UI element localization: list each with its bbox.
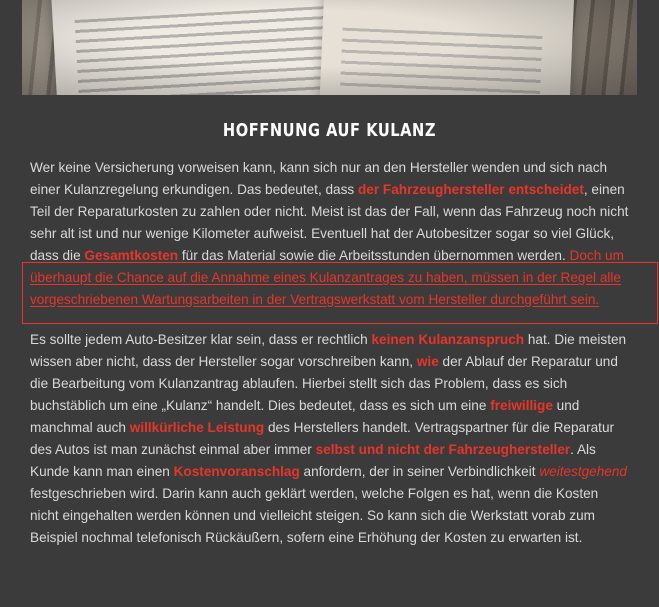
run-text: festgeschrieben wird. Darin kann auch geklärt werden, welche Folgen es hat, wenn die Kosten nicht eingehalten werden können und vielleicht steigen. So kann sich die Werkstatt vorab zum Beispiel nochmal telefonisch Rückäußern, sofern eine Erhöhung der Kosten zu erwarten ist. xyxy=(30,486,599,545)
run-text: , einen Teil der Reparaturkosten zu zahlen oder nicht. Meist ist das der Fall, wenn das Fahrzeug noch nicht sehr alt ist und nur wenige Kilometer aufweist. Eventuell hat der Autobesitzer sogar so viel Glück, dass die xyxy=(30,182,629,263)
run-text: . Als Kunde kann man einen xyxy=(30,442,596,479)
run-emphasis: keinen Kulanzanspruch xyxy=(371,332,525,347)
run-italic-emphasis: weitestgehend xyxy=(539,464,627,479)
run-text: der Ablauf der Reparatur und die Bearbeitung vom Kulanzantrag ablaufen. Hierbei stellt sich das Problem, dass es sich buchstäblich um eine „Kulanz“ handelt. Dies bedeutet, dass es sich um eine xyxy=(30,354,618,413)
paragraph-kulanzanspruch xyxy=(22,329,637,549)
run-text: hat. Die meisten wissen aber nicht, dass der Hersteller sogar vorschreiben kann, xyxy=(30,332,627,369)
run-emphasis: willkürliche Leistung xyxy=(129,420,265,435)
run-emphasis: Kostenvoranschlag xyxy=(173,464,300,479)
paragraph-hoffnung-auf-kulanz xyxy=(22,157,637,311)
photo-vignette xyxy=(22,0,637,95)
section-heading: HOFFNUNG AUF KULANZ xyxy=(222,121,437,141)
run-text: und manchmal auch xyxy=(30,398,580,435)
run-text: anfordern, der in seiner Verbindlichkeit xyxy=(299,464,540,479)
run-text: des Herstellers handelt. Vertragspartner für die Reparatur des Autos ist man zunächst einmal aber immer xyxy=(30,420,615,457)
article-hero-image xyxy=(22,0,637,95)
run-emphasis: freiwillige xyxy=(490,398,553,413)
article-content-column xyxy=(22,0,637,549)
run-highlighted-selection: Doch um überhaupt die Chance auf die Annahme eines Kulanzantrages zu haben, müssen in der Regel alle vorgeschriebenen Wartungsarbeiten in der Vertragswerkstatt vom Hersteller durchgeführt sein. xyxy=(30,248,624,307)
run-emphasis: selbst und nicht der Fahrzeughersteller xyxy=(315,442,571,457)
run-emphasis: der Fahrzeughersteller entscheidet xyxy=(357,182,584,197)
run-text: Wer keine Versicherung vorweisen kann, kann sich nur an den Hersteller wenden und sich nach einer Kulanzregelung erkundigen. Das bedeutet, dass xyxy=(30,160,608,197)
run-text: Es sollte jedem Auto-Besitzer klar sein, dass er rechtlich xyxy=(30,332,372,347)
run-emphasis: wie xyxy=(416,354,439,369)
run-emphasis: Gesamtkosten xyxy=(84,248,179,263)
run-text: für das Material sowie die Arbeitsstunden übernommen werden. xyxy=(178,248,570,263)
